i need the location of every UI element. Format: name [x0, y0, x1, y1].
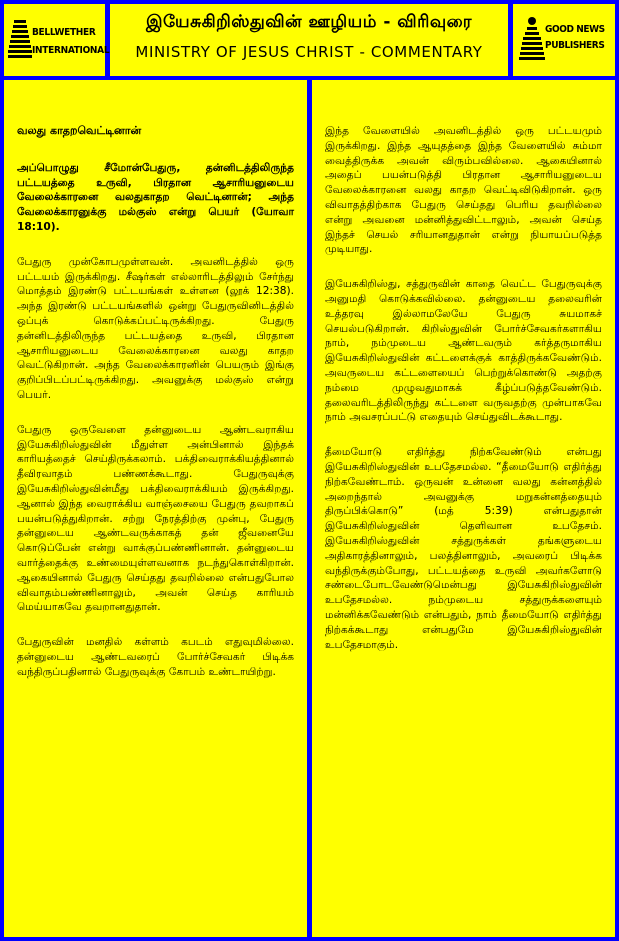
bellwether-line2: INTERNATIONAL — [32, 45, 110, 56]
good-news-line1: GOOD NEWS — [545, 24, 605, 35]
left-paragraph-3: பேதுருவின் மனதில் கள்ளம் கபடம் எதுவுமில்லை. தன்னுடைய ஆண்டவரைப் போர்ச்சேவகர் பிடிக்க வந்திருப்பதினால் பேதுருவுக்கு கோபம் உண்டாயிற்று. — [17, 636, 294, 678]
bellwether-line1: BELLWETHER — [32, 27, 96, 38]
scripture-quote: அப்பொழுது சீமோன்பேதுரு, தன்னிடத்திலிருந்த பட்டயத்தை உருவி, பிரதான ஆசாரியனுடைய வேலைக்காரனை வலதுகாதற வெட்டினான்; அந்த வேலைக்காரனுக்கு மல்குஸ் என்று பெயர் (யோவா 18:10). — [17, 161, 294, 233]
bellwether-logo — [8, 18, 110, 68]
good-news-logo-box — [513, 4, 615, 76]
right-paragraph-2: இயேசுகிறிஸ்து, சத்துருவின் காதை வெட்ட பேதுருவுக்கு அனுமதி கொடுக்கவில்லை. தன்னுடைய தலைவரின் உத்தரவு இல்லாமலேயே பேதுரு சுயமாகச் செயல்படுகிறான். கிறிஸ்துவின் போர்ச்சேவகர்களாகிய நாம், நம்முடைய ஆண்டவரும் கர்த்தருமாகிய இயேசுகிறிஸ்துவின் கட்டளைக்குக் காத்திருக்கவேண்டும். அவருடைய கட்டளையைப் பெற்றுக்கொண்டு அதற்கு நம்மை முழுவதுமாகக் கீழ்ப்படுத்தவேண்டும். தலைவரிடத்திலிருந்து கட்டளை வருவதற்கு முன்பாகவே நாம் அவசரப்பட்டு எதையும் செய்துவிடக்கூடாது. — [325, 278, 602, 424]
page-title-tamil: இயேசுகிறிஸ்துவின் ஊழியம் - விரிவுரை — [145, 12, 473, 32]
left-column — [4, 80, 307, 937]
left-paragraph-1: பேதுரு முன்கோபமுள்ளவன். அவனிடத்தில் ஒரு பட்டயம் இருக்கிறது. சீஷர்கள் எல்லாரிடத்திலும் சேர்ந்து மொத்தம் இரண்டு பட்டயங்கள் உள்ளன (லூக் 12:38). அந்த இரண்டு பட்டயங்களில் ஒன்று பேதுருவினிடத்தில் ஒப்புக் கொடுக்கப்பட்டிருக்கிறது. பேதுரு தன்னிடத்திலிருந்த பட்டயத்தை உருவி, பிரதான ஆசாரியனுடைய வேலைக்காரனை வலது காதற வெட்டுகிறான். அந்த வேலைக்காரனின் பெயரும் இங்கு குறிப்பிடப்பட்டிருக்கிறது. அவனுக்கு மல்குஸ் என்று பெயர். — [17, 255, 294, 401]
page-title-english: MINISTRY OF JESUS CHRIST - COMMENTARY — [135, 43, 483, 61]
right-column — [312, 80, 615, 937]
right-paragraph-1: இந்த வேளையில் அவனிடத்தில் ஒரு பட்டயமும் இருக்கிறது. இந்த ஆயுதத்தை இந்த வேளையில் சும்மா வைத்திருக்க அவன் விரும்பவில்லை. ஆகையினால் அதைப் பயன்படுத்தி பிரதான ஆசாரியனுடைய வேலைக்காரனை வலது காதற வெட்டிவிடுகிறான். ஒரு விவாதத்திற்காக பேதுரு செய்தது பெரிய தவறில்லை என்று அவனை மன்னித்துவிட்டாலும், அவன் செய்த இந்தச் செயல் சரியானதுதான் என்று நியாயப்படுத்த முடியாது. — [325, 125, 602, 256]
bellwether-logo-text — [32, 24, 109, 60]
section-heading: வலது காதறவெட்டினான் — [17, 124, 142, 137]
left-paragraph-2: பேதுரு ஒருவேளை தன்னுடைய ஆண்டவராகிய இயேசுகிறிஸ்துவின் மீதுள்ள அன்பினால் இந்தக் காரியத்தைச் செய்திருக்கலாம். பக்திவைராக்கியத்தினால் தீவிரவாதம் பண்ணக்கூடாது. பேதுருவுக்கு இயேசுகிறிஸ்துவின்மீது பக்திவைராக்கியம் இருக்கிறது. ஆனால் இந்த வைராக்கிய வாஞ்சையை பேதுரு தவறாகப் பயன்படுத்துகிறான். சற்று நேரத்திற்கு முன்பு, பேதுரு தன்னுடைய ஆண்டவருக்காகத் தன் ஜீவனையே கொடுப்பேன் என்று வாக்குப்பண்ணினான். தன்னுடைய வார்த்தைக்கு உண்மையுள்ளவனாக நடந்துகொள்கிறான். ஆகையினால் பேதுரு செய்தது தவறில்லை என்பதுபோல விவாதம்பண்ணினாலும், அவன் செய்த காரியம் மெய்யாகவே தவறானதுதான். — [17, 423, 294, 614]
good-news-logo-text — [545, 22, 605, 54]
bellwether-logo-box — [4, 4, 110, 76]
bellwether-bars-icon — [8, 20, 34, 62]
good-news-figure-icon — [519, 16, 545, 62]
good-news-logo — [519, 16, 611, 66]
good-news-line2: PUBLISHERS — [545, 40, 605, 51]
right-paragraph-3: தீமையோடு எதிர்த்து நிற்கவேண்டும் என்பது இயேசுகிறிஸ்துவின் உபதேசமல்ல. “தீமையோடு எதிர்த்து நிற்கவேண்டாம். ஒருவன் உன்னை வலது கன்னத்தில் அறைந்தால் அவனுக்கு மறுகன்னத்தையும் திருப்பிக்கொடு” (மத் 5:39) என்பதுதான் இயேசுகிறிஸ்துவின் தெளிவான உபதேசம். இயேசுகிறிஸ்துவின் சத்துருக்கள் தங்களுடைய அதிகாரத்தினாலும், பலத்தினாலும், அவரைப் பிடிக்க வந்திருக்கும்போது, பட்டயத்தை உருவி அவர்களோடு சண்டைபோடவேண்டுமென்பது இயேசுகிறிஸ்துவின் உபதேசமல்ல. நம்முடைய சத்துருக்களையும் மன்னிக்கவேண்டும் என்பதும், நாம் தீமையோடு எதிர்த்து நிற்கக்கூடாது என்பதுமே இயேசுகிறிஸ்துவின் உபதேசமாகும். — [325, 446, 602, 651]
page-header — [110, 4, 508, 76]
